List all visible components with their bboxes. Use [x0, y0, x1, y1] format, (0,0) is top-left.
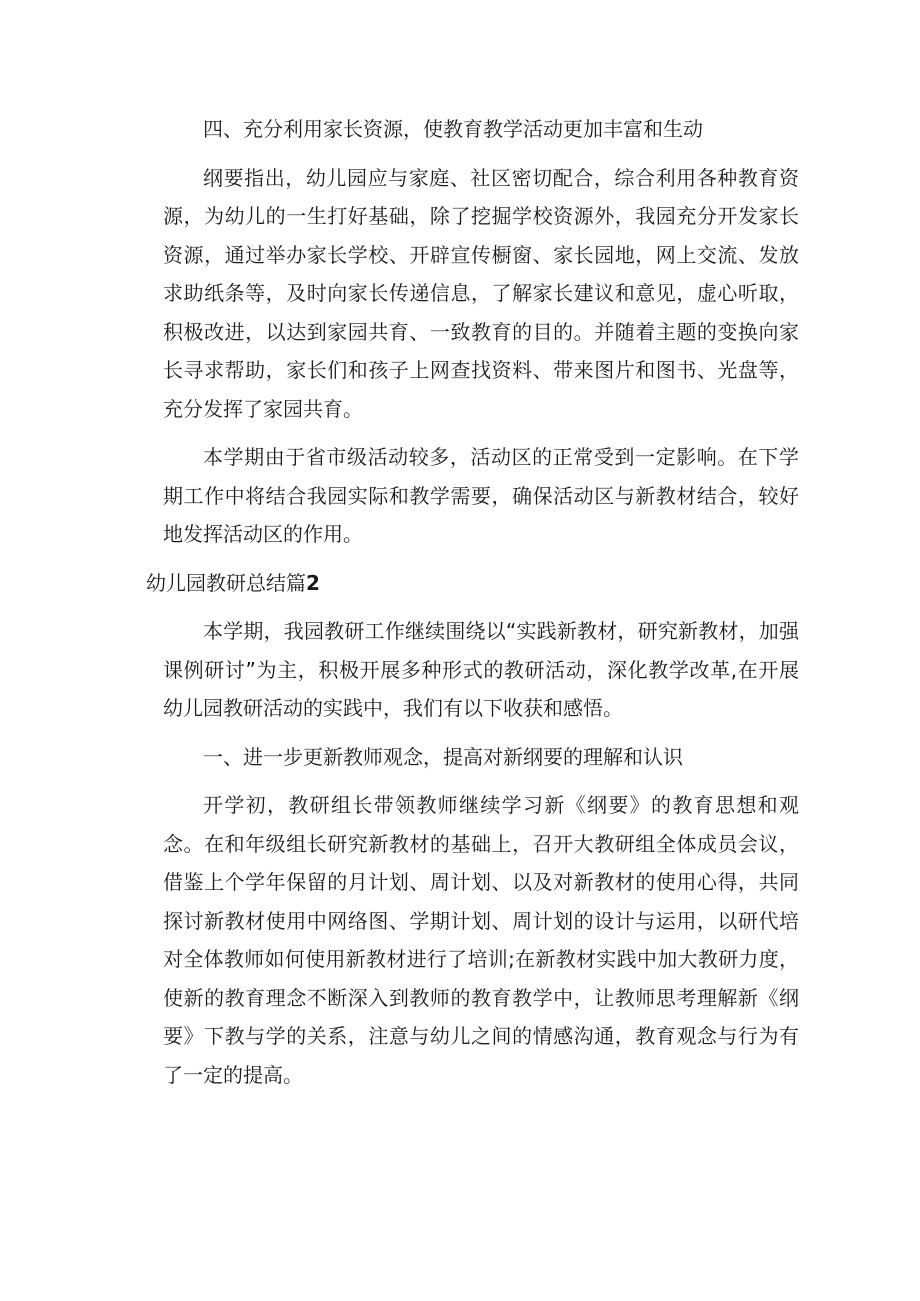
section-heading-parent-resources: 四、充分利用家长资源，使教育教学活动更加丰富和生动: [203, 117, 703, 141]
paragraph-teacher-training: 开学初，教研组长带领教师继续学习新《纲要》的教育思想和观念。在和年级组长研究新教材的基础上，召开大教研组全体成员会议，借鉴上个学年保留的月计划、周计划、以及对新教材的使用心得，共同探讨新教材使用中网络图、学期计划、周计划的设计与运用，以研代培对全体教师如何使用新教材进行了培训;在新教材实践中加大教研力度，使新的教育理念不断深入到教师的教育教学中，让教师思考理解新《纲要》下教与学的关系，注意与幼儿之间的情感沟通，教育观念与行为有了一定的提高。: [163, 793, 799, 1087]
section-heading-teacher-concepts: 一、进一步更新教师观念，提高对新纲要的理解和认识: [203, 744, 683, 769]
article-title: [146, 564, 799, 603]
paragraph-parent-cooperation: 纲要指出，幼儿园应与家庭、社区密切配合，综合利用各种教育资源，为幼儿的一生打好基础，除了挖掘学校资源外，我园充分开发家长资源，通过举办家长学校、开辟宣传橱窗、家长园地，网上交流、发放求助纸条等，及时向家长传递信息，了解家长建议和意见，虚心听取，积极改进，以达到家园共育、一致教育的目的。并随着主题的变换向家长寻求帮助，家长们和孩子上网查找资料、带来图片和图书、光盘等，充分发挥了家园共育。: [163, 165, 799, 421]
paragraph-semester-intro: 本学期，我园教研工作继续围绕以“实践新教材，研究新教材，加强课例研讨”为主，积极开展多种形式的教研活动，深化教学改革,在开展幼儿园教研活动的实践中，我们有以下收获和感悟。: [163, 619, 799, 720]
article-title-text: 幼儿园教研总结篇: [146, 570, 306, 595]
article-title-number: 2: [306, 570, 320, 595]
document-body: [146, 110, 799, 1104]
paragraph-activity-area: 本学期由于省市级活动较多，活动区的正常受到一定影响。在下学期工作中将结合我园实际和教学需要，确保活动区与新教材结合，较好地发挥活动区的作用。: [163, 445, 799, 546]
